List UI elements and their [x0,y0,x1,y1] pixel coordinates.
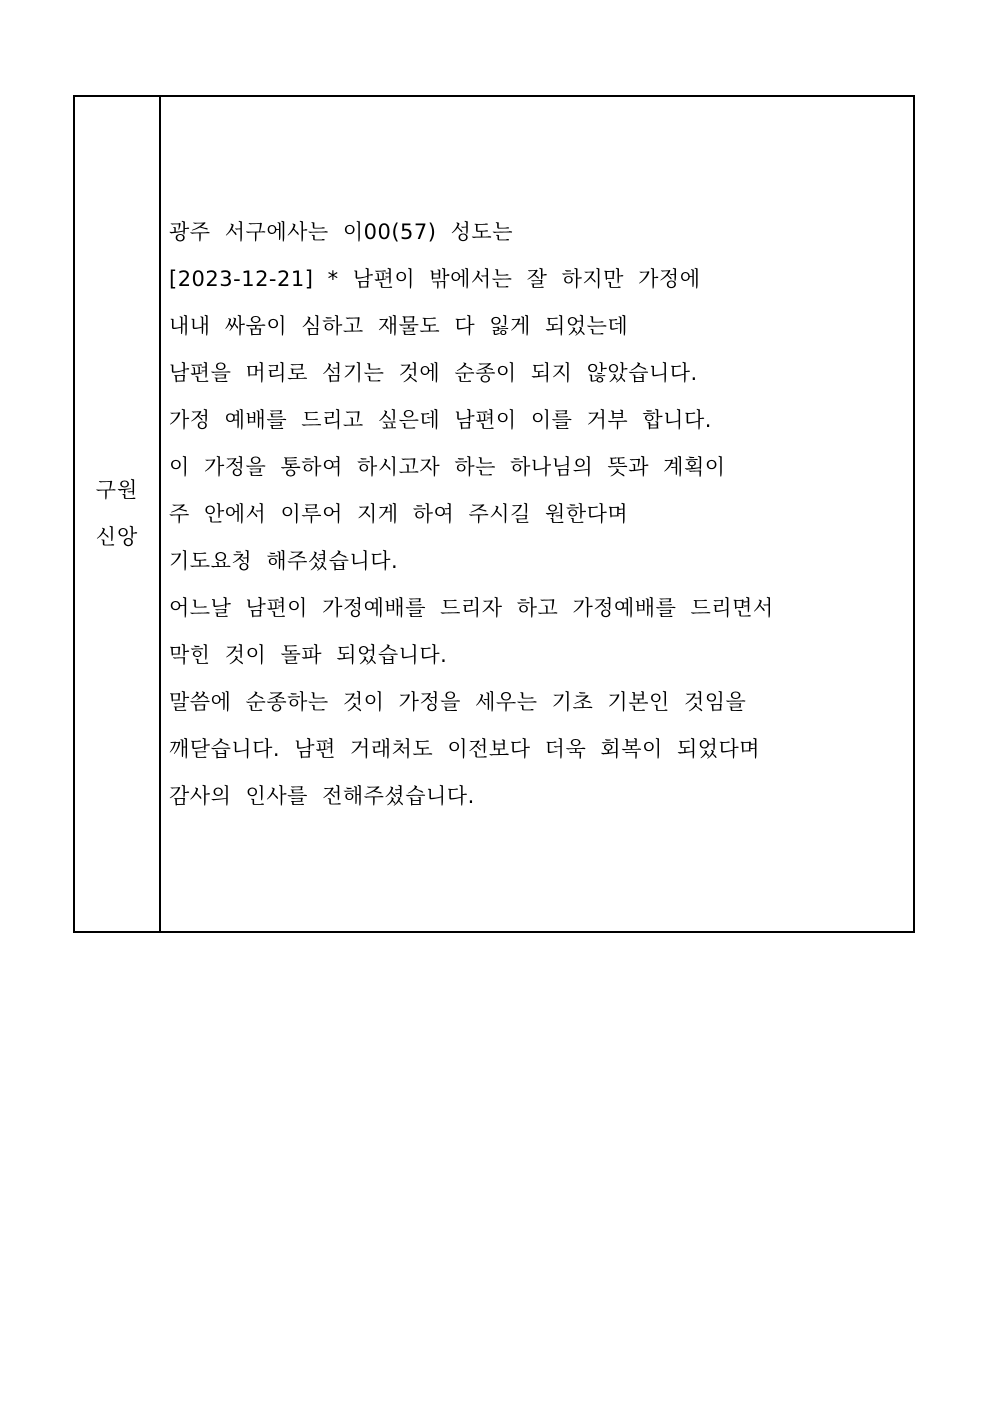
testimony-text-line: 광주 서구에사는 이00(57) 성도는 [169,219,514,244]
testimony-content-cell [161,97,913,931]
testimony-table [73,95,915,933]
category-cell [75,97,161,931]
testimony-text-line: 막힌 것이 돌파 되었습니다. [169,642,448,667]
testimony-text-line: [2023-12-21] * 남편이 밖에서는 잘 하지만 가정에 [169,266,701,291]
testimony-text-line: 내내 싸움이 심하고 재물도 다 잃게 되었는데 [169,313,629,338]
testimony-text-line: 말씀에 순종하는 것이 가정을 세우는 기초 기본인 것임을 [169,689,747,714]
testimony-text-line: 주 안에서 이루어 지게 하여 주시길 원한다며 [169,501,629,526]
testimony-text-line: 가정 예배를 드리고 싶은데 남편이 이를 거부 합니다. [169,407,712,432]
category-label-line: 구원 [95,478,139,502]
testimony-text-line: 남편을 머리로 섬기는 것에 순종이 되지 않았습니다. [169,360,698,385]
testimony-text-line: 기도요청 해주셨습니다. [169,548,399,573]
testimony-text-line: 어느날 남편이 가정예배를 드리자 하고 가정예배를 드리면서 [169,595,774,620]
testimony-text-line: 깨닫습니다. 남편 거래처도 이전보다 더욱 회복이 되었다며 [169,736,761,761]
testimony-text-line: 이 가정을 통하여 하시고자 하는 하나님의 뜻과 계획이 [169,454,726,479]
category-label-line: 신앙 [95,525,139,549]
testimony-text-line: 감사의 인사를 전해주셨습니다. [169,783,475,808]
